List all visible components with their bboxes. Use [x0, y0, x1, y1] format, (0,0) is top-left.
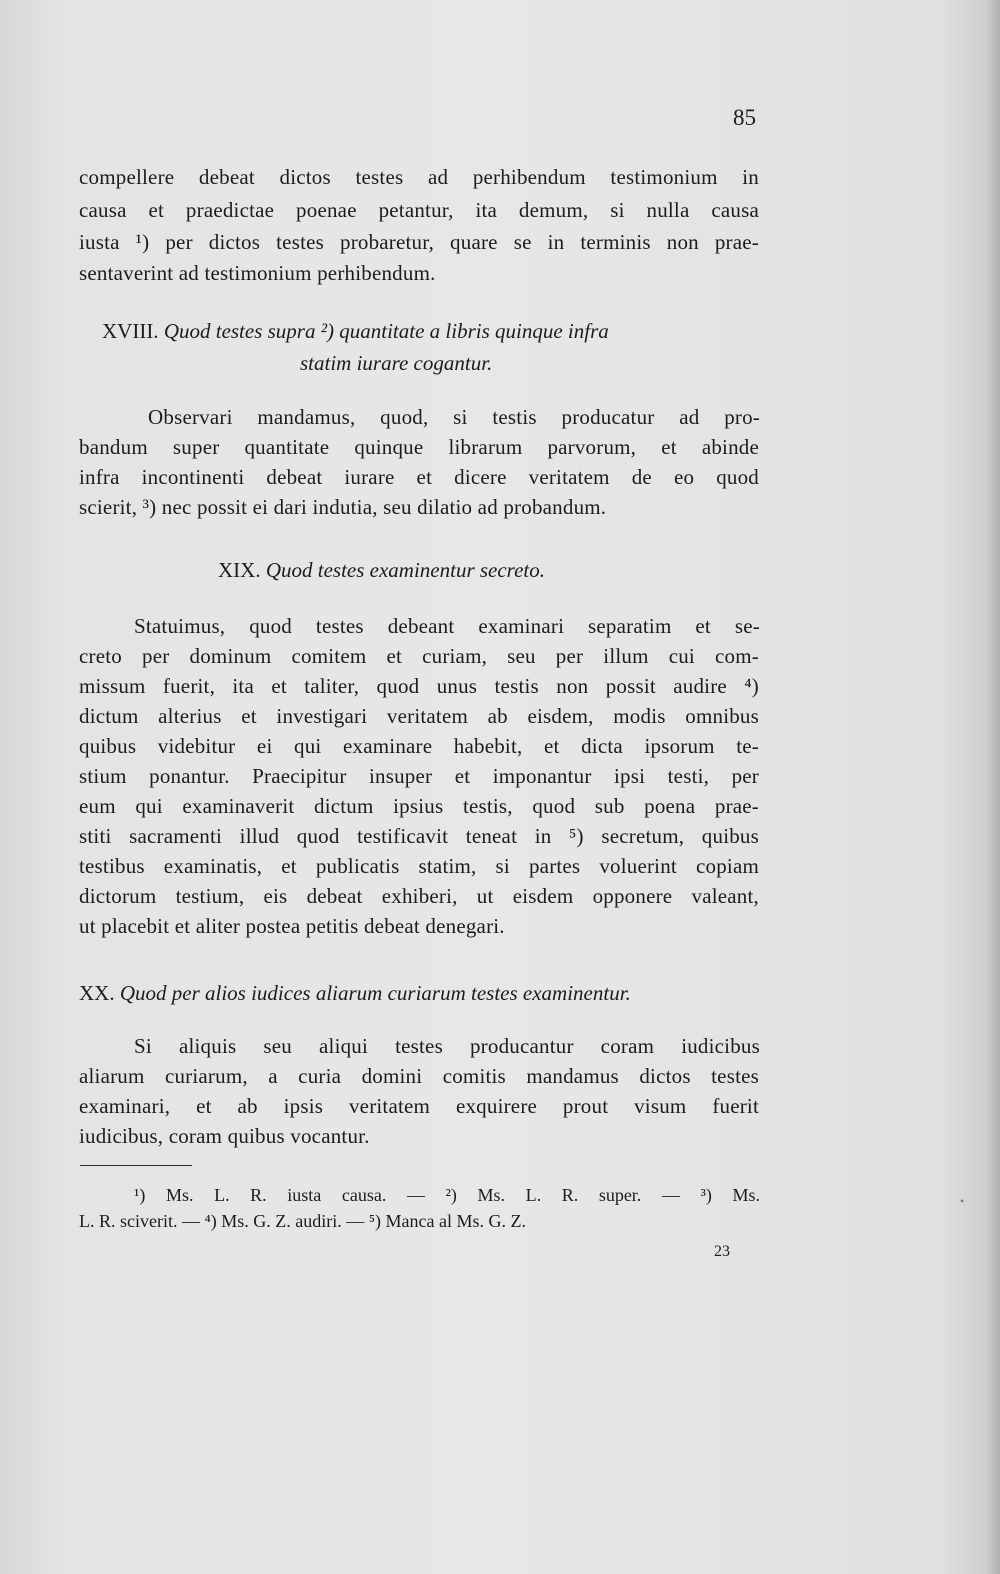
paragraph-3-line-8: stiti sacramenti illud quod testificavit teneat in ⁵) secretum, quibus	[79, 824, 759, 848]
paragraph-1-line-1: compellere debeat dictos testes ad perhibendum testimonium in	[79, 165, 759, 189]
section-18-heading-line-2	[300, 350, 492, 376]
section-19-title: Quod testes examinentur secreto.	[265, 558, 545, 582]
section-19-number: XIX.	[218, 558, 261, 582]
paragraph-3-line-9: testibus examinatis, et publicatis statim, si partes voluerint copiam	[79, 854, 759, 878]
paragraph-2-line-1: Observari mandamus, quod, si testis producatur ad pro-	[148, 405, 760, 429]
paragraph-4-line-2: aliarum curiarum, a curia domini comitis mandamus dictos testes	[79, 1064, 759, 1088]
paragraph-3-line-10: dictorum testium, eis debeat exhiberi, ut eisdem opponere valeant,	[79, 884, 759, 908]
paragraph-2-line-2: bandum super quantitate quinque librarum parvorum, et abinde	[79, 435, 759, 459]
paragraph-4-line-4: iudicibus, coram quibus vocantur.	[79, 1124, 370, 1148]
paragraph-3-line-7: eum qui examinaverit dictum ipsius testis, quod sub poena prae-	[79, 794, 759, 818]
paragraph-3-line-4: dictum alterius et investigari veritatem ab eisdem, modis omnibus	[79, 704, 759, 728]
section-20-heading	[79, 980, 631, 1006]
paragraph-1-line-4: sentaverint ad testimonium perhibendum.	[79, 261, 436, 285]
paragraph-1-line-3: iusta ¹) per dictos testes probaretur, quare se in terminis non prae-	[79, 230, 759, 254]
footnote-line-1: ¹) Ms. L. R. iusta causa. — ²) Ms. L. R. super. — ³) Ms.	[134, 1185, 760, 1205]
section-18-heading-line-1	[102, 318, 609, 344]
paragraph-4-line-1: Si aliquis seu aliqui testes producantur coram iudicibus	[134, 1034, 760, 1058]
paragraph-3-line-3: missum fuerit, ita et taliter, quod unus testis non possit audire ⁴)	[79, 674, 759, 698]
page-number: 85	[733, 105, 756, 130]
paragraph-3-line-1: Statuimus, quod testes debeant examinari separatim et se-	[134, 614, 760, 638]
paragraph-2-line-3: infra incontinenti debeat iurare et dicere veritatem de eo quod	[79, 465, 759, 489]
paper-speck-mark: •	[960, 1194, 965, 1208]
section-20-title: Quod per alios iudices aliarum curiarum testes examinentur.	[119, 981, 631, 1005]
page-edge-shadow	[986, 0, 1000, 1574]
paragraph-4-line-3: examinari, et ab ipsis veritatem exquirere prout visum fuerit	[79, 1094, 759, 1118]
section-18-title-line-2: statim iurare cogantur.	[300, 351, 493, 375]
section-18-number: XVIII.	[102, 319, 159, 343]
paragraph-3-line-5: quibus videbitur ei qui examinare habebit, et dicta ipsorum te-	[79, 734, 759, 758]
paragraph-3-line-2: creto per dominum comitem et curiam, seu per illum cui com-	[79, 644, 759, 668]
footnote-line-2: L. R. sciverit. — ⁴) Ms. G. Z. audiri. — ⁵) Manca al Ms. G. Z.	[79, 1211, 526, 1231]
section-18-title-line-1: Quod testes supra ²) quantitate a libris quinque infra	[163, 319, 609, 343]
paragraph-1-line-2: causa et praedictae poenae petantur, ita demum, si nulla causa	[79, 198, 759, 222]
footnote-divider	[80, 1165, 192, 1166]
section-20-number: XX.	[79, 981, 115, 1005]
paragraph-3-line-11: ut placebit et aliter postea petitis debeat denegari.	[79, 914, 505, 938]
section-19-heading	[218, 557, 545, 583]
sheet-signature-number: 23	[714, 1243, 730, 1260]
paragraph-3-line-6: stium ponantur. Praecipitur insuper et imponantur ipsi testi, per	[79, 764, 759, 788]
paragraph-2-line-4: scierit, ³) nec possit ei dari indutia, seu dilatio ad probandum.	[79, 495, 607, 519]
